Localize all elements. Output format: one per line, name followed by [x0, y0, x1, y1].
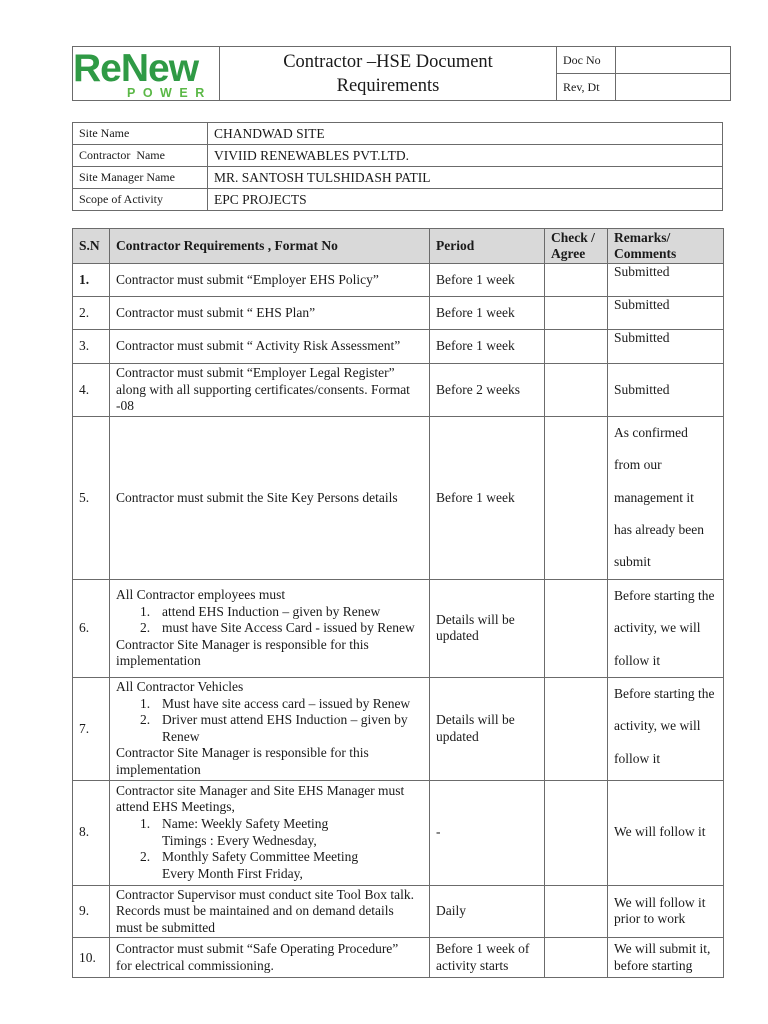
check-cell	[545, 579, 608, 677]
list-item-line: Renew	[162, 728, 200, 744]
period-cell	[430, 780, 545, 885]
requirement-line: All Contractor Vehicles	[116, 679, 244, 695]
period-line: Details will be	[436, 712, 515, 728]
doc-no-label: Doc No	[557, 47, 616, 74]
remarks-cell	[608, 678, 724, 781]
requirement-line: for electrical commissioning.	[116, 957, 274, 973]
period-line: Before 2 weeks	[436, 381, 520, 397]
site-manager-label: Site Manager Name	[73, 167, 208, 189]
remarks-line: follow it	[614, 750, 661, 766]
period-line: activity starts	[436, 957, 509, 973]
remarks-line: management it	[614, 489, 694, 505]
site-info-row	[73, 145, 723, 167]
table-row	[73, 938, 724, 978]
period-cell	[430, 579, 545, 677]
table-body	[73, 264, 724, 978]
remarks-cell	[608, 885, 724, 938]
list-item-line: Every Month First Friday,	[162, 865, 303, 881]
list-number: 1.	[140, 603, 151, 619]
requirement-line: Contractor site Manager and Site EHS Manager must	[116, 782, 405, 798]
requirement-cell	[110, 938, 430, 978]
remarks-cell	[608, 330, 724, 364]
row-number: 7.	[73, 678, 110, 781]
requirement-cell	[110, 885, 430, 938]
row-number: 8.	[73, 780, 110, 885]
requirement-line: Contractor must submit “Employer Legal Register”	[116, 365, 395, 380]
remarks-line: submit	[614, 554, 651, 570]
requirement-cell	[110, 364, 430, 417]
check-cell	[545, 297, 608, 330]
contractor-name-value: VIVIID RENEWABLES PVT.LTD.	[208, 145, 723, 167]
period-line: updated	[436, 628, 479, 644]
period-line: Before 1 week	[436, 271, 515, 287]
period-line: Before 1 week of	[436, 941, 530, 957]
doc-no-value	[616, 47, 731, 74]
period-line: Before 1 week	[436, 338, 515, 354]
list-item-text	[162, 696, 410, 713]
remarks-line: follow it	[614, 652, 661, 668]
requirement-line: implementation	[116, 762, 201, 777]
period-line: Before 1 week	[436, 489, 515, 505]
remarks-line: We will submit it,	[614, 941, 711, 957]
period-cell	[430, 416, 545, 579]
requirement-line: Contractor must submit “Safe Operating Procedure”	[116, 941, 399, 957]
remarks-line: from our	[614, 457, 662, 473]
list-item-line: must have Site Access Card - issued by Renew	[162, 620, 415, 636]
check-cell	[545, 330, 608, 364]
requirement-line: All Contractor employees must	[116, 586, 286, 602]
contractor-name-label: Contractor Name	[73, 145, 208, 167]
document-header	[72, 46, 731, 101]
requirement-line: implementation	[116, 653, 201, 669]
remarks-line: prior to work	[614, 911, 686, 927]
period-cell	[430, 885, 545, 938]
site-manager-value: MR. SANTOSH TULSHIDASH PATIL	[208, 167, 723, 189]
row-number: 5.	[73, 416, 110, 579]
list-item-line: Name: Weekly Safety Meeting	[162, 816, 329, 831]
list-item-text	[162, 849, 358, 882]
row-number: 9.	[73, 885, 110, 938]
requirement-cell	[110, 330, 430, 364]
row-number: 10.	[73, 938, 110, 978]
period-cell	[430, 264, 545, 297]
check-cell	[545, 780, 608, 885]
requirement-line: Contractor must submit “ Activity Risk Assessment”	[116, 338, 401, 354]
remarks-cell	[608, 297, 724, 330]
site-info-row	[73, 189, 723, 211]
period-cell	[430, 364, 545, 417]
col-header-requirement: Contractor Requirements , Format No	[110, 229, 430, 264]
requirements-table	[72, 228, 724, 978]
requirement-line: Contractor must submit “Employer EHS Policy”	[116, 271, 379, 287]
list-item-line: Timings : Every Wednesday,	[162, 832, 317, 848]
period-cell	[430, 678, 545, 781]
scope-label: Scope of Activity	[73, 189, 208, 211]
period-line: Before 1 week	[436, 304, 515, 320]
check-cell	[545, 678, 608, 781]
logo-wordmark: ReNew	[73, 47, 199, 90]
list-item-text	[162, 712, 408, 745]
requirement-line: Contractor must submit “ EHS Plan”	[116, 304, 316, 320]
table-row	[73, 364, 724, 417]
period-cell	[430, 330, 545, 364]
remarks-cell	[608, 416, 724, 579]
remarks-line: has already been	[614, 522, 704, 537]
table-row	[73, 678, 724, 781]
table-row	[73, 885, 724, 938]
col-header-check-line: Agree	[551, 246, 586, 261]
list-item-text	[162, 604, 380, 621]
row-number: 4.	[73, 364, 110, 417]
remarks-line: Submitted	[614, 264, 670, 279]
requirement-line: Contractor must submit the Site Key Persons details	[116, 489, 398, 505]
list-number: 1.	[140, 816, 151, 831]
check-cell	[545, 938, 608, 978]
site-info-row	[73, 123, 723, 145]
list-item-line: Driver must attend EHS Induction – given by	[162, 712, 408, 728]
title-line-1: Contractor –HSE Document	[283, 51, 493, 72]
col-header-check-line: Check /	[551, 230, 595, 245]
requirement-list-item	[116, 849, 423, 882]
row-number: 2.	[73, 297, 110, 330]
requirement-list-item	[116, 696, 423, 713]
requirement-line: Records must be maintained and on demand details	[116, 903, 394, 919]
requirement-list-item	[116, 816, 423, 849]
requirement-line: Contractor Site Manager is responsible for this	[116, 745, 369, 761]
remarks-cell	[608, 264, 724, 297]
check-cell	[545, 416, 608, 579]
period-line: updated	[436, 728, 479, 744]
requirement-line: attend EHS Meetings,	[116, 799, 235, 815]
period-line: Details will be	[436, 611, 515, 627]
remarks-line: Submitted	[614, 381, 670, 397]
list-item-line: Monthly Safety Committee Meeting	[162, 849, 359, 865]
table-row	[73, 579, 724, 677]
requirement-line: must be submitted	[116, 919, 215, 935]
requirement-line: Contractor Site Manager is responsible for this	[116, 636, 369, 652]
rev-date-value	[616, 74, 731, 101]
document-title	[220, 47, 557, 101]
period-line: -	[436, 824, 441, 840]
list-number: 1.	[140, 695, 151, 711]
col-header-sn: S.N	[73, 229, 110, 264]
requirement-line: Contractor Supervisor must conduct site Tool Box talk.	[116, 886, 415, 902]
requirement-list-item	[116, 604, 423, 621]
scope-value: EPC PROJECTS	[208, 189, 723, 211]
period-cell	[430, 938, 545, 978]
remarks-line: We will follow it	[614, 824, 706, 840]
list-item-text	[162, 816, 328, 849]
remarks-cell	[608, 579, 724, 677]
remarks-line: We will follow it	[614, 894, 706, 910]
requirement-line: -08	[116, 398, 134, 414]
logo	[73, 47, 220, 101]
requirement-cell	[110, 678, 430, 781]
remarks-line: Submitted	[614, 330, 670, 345]
remarks-line: Before starting the	[614, 686, 715, 702]
col-header-check	[545, 229, 608, 264]
list-item-line: attend EHS Induction – given by Renew	[162, 603, 381, 619]
requirement-cell	[110, 416, 430, 579]
requirement-cell	[110, 780, 430, 885]
row-number: 1.	[73, 264, 110, 297]
period-line: Daily	[436, 903, 466, 919]
col-header-remarks	[608, 229, 724, 264]
check-cell	[545, 264, 608, 297]
list-item-line: Must have site access card – issued by Renew	[162, 695, 411, 711]
title-line-2: Requirements	[336, 75, 440, 96]
rev-date-label: Rev, Dt	[557, 74, 616, 101]
table-row	[73, 297, 724, 330]
remarks-line: As confirmed	[614, 424, 688, 440]
list-number: 2.	[140, 849, 151, 865]
site-info-table	[72, 122, 723, 211]
remarks-line: before starting	[614, 957, 693, 973]
site-name-label: Site Name	[73, 123, 208, 145]
requirement-cell	[110, 579, 430, 677]
remarks-line: activity, we will	[614, 620, 701, 636]
site-name-value: CHANDWAD SITE	[208, 123, 723, 145]
remarks-cell	[608, 938, 724, 978]
col-header-period: Period	[430, 229, 545, 264]
list-item-text	[162, 620, 415, 637]
requirement-cell	[110, 297, 430, 330]
period-cell	[430, 297, 545, 330]
site-info-row	[73, 167, 723, 189]
table-row	[73, 416, 724, 579]
remarks-cell	[608, 364, 724, 417]
row-number: 6.	[73, 579, 110, 677]
check-cell	[545, 885, 608, 938]
remarks-line: Before starting the	[614, 587, 715, 603]
requirement-list-item	[116, 620, 423, 637]
row-number: 3.	[73, 330, 110, 364]
remarks-line: Submitted	[614, 297, 670, 312]
logo-subtitle: POWER	[127, 86, 212, 100]
list-number: 2.	[140, 712, 151, 728]
col-header-remarks-line: Comments	[614, 246, 677, 261]
requirement-line: along with all supporting certificates/consents. Format	[116, 381, 410, 397]
remarks-cell	[608, 780, 724, 885]
col-header-remarks-line: Remarks/	[614, 230, 671, 245]
list-number: 2.	[140, 620, 151, 636]
check-cell	[545, 364, 608, 417]
requirement-cell	[110, 264, 430, 297]
remarks-line: activity, we will	[614, 718, 701, 734]
table-row	[73, 330, 724, 364]
table-row	[73, 780, 724, 885]
table-row	[73, 264, 724, 297]
table-header-row	[73, 229, 724, 264]
requirement-list-item	[116, 712, 423, 745]
